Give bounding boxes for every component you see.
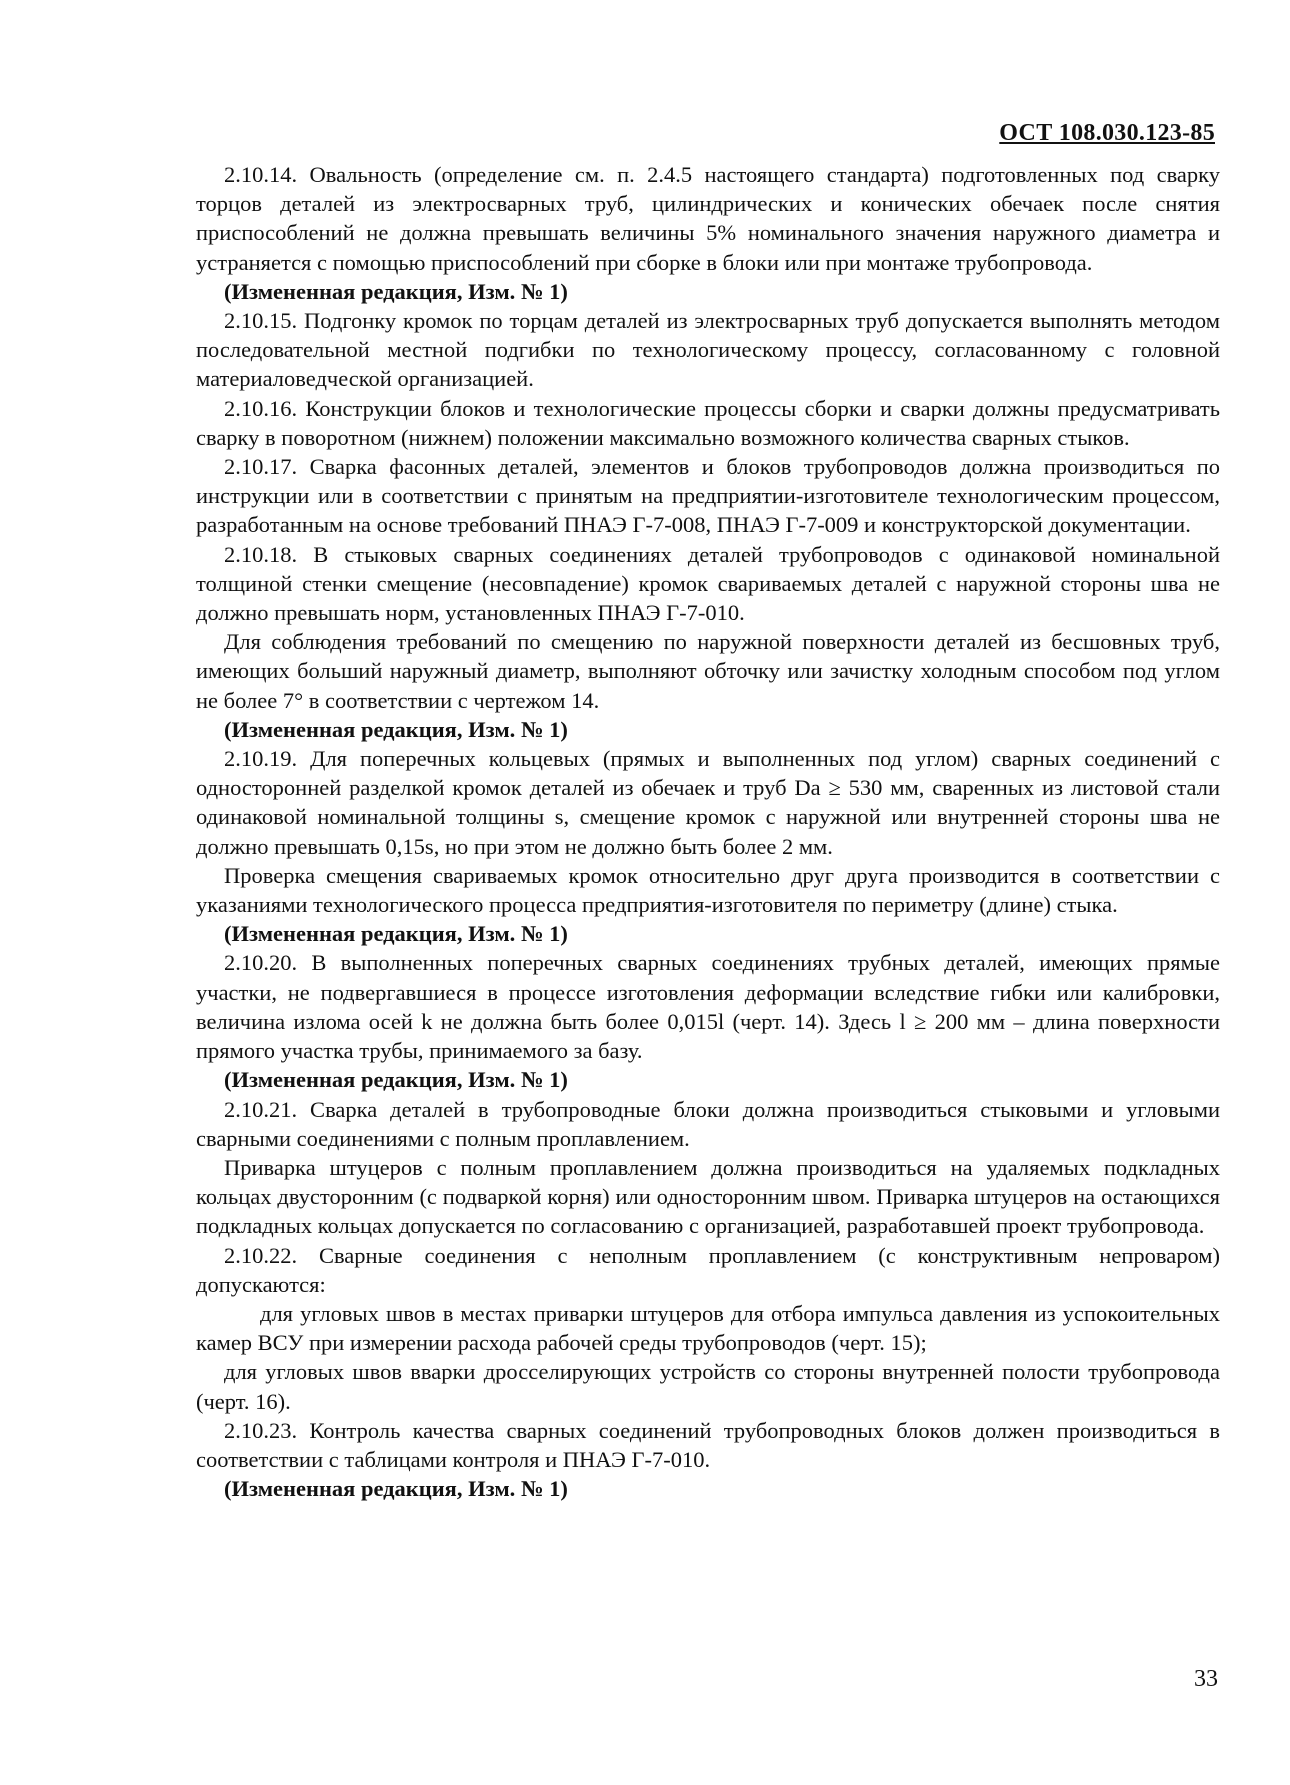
paragraph-2-10-22-item-1: для угловых швов в местах приварки штуцеров для отбора импульса давления из успокоительных камер ВСУ при измерении расхода рабочей среды трубопроводов (черт. 15);	[196, 1300, 1220, 1356]
paragraph-2-10-20: 2.10.20. В выполненных поперечных сварных соединениях трубных деталей, имеющих прямые участки, не подвергавшиеся в процессе изготовления деформации вследствие гибки или калибровки, величина излома осей k не должна быть более 0,015l (черт. 14). Здесь l ≥ 200 мм – длина поверхности прямого участка трубы, принимаемого за базу.	[196, 950, 1220, 1064]
paragraph-2-10-16: 2.10.16. Конструкции блоков и технологические процессы сборки и сварки должны предусматривать сварку в поворотном (нижнем) положении максимально возможного количества сварных стыков.	[196, 395, 1220, 450]
document-code-header: ОСТ 108.030.123-85	[999, 120, 1215, 146]
paragraph-2-10-15: 2.10.15. Подгонку кромок по торцам деталей из электросварных труб допускается выполнять методом последовательной местной подгибки по технологическому процессу, согласованному с головной материаловедческой организацией.	[196, 308, 1220, 392]
paragraph-2-10-19: 2.10.19. Для поперечных кольцевых (прямых и выполненных под углом) сварных соединений с односторонней разделкой кромок деталей из обечаек и труб Da ≥ 530 мм, сваренных из листовой стали одинаковой номинальной толщины s, смещение кромок с наружной или внутренней стороны шва не должно превышать 0,15s, но при этом не должно быть более 2 мм.	[196, 746, 1220, 859]
page-number: 33	[1194, 1666, 1218, 1692]
amendment-note: (Измененная редакция, Изм. № 1)	[224, 921, 568, 947]
paragraph-2-10-18-continuation: Для соблюдения требований по смещению по наружной поверхности деталей из бесшовных труб, имеющих больший наружный диаметр, выполняют обточку или зачистку холодным способом под углом не более 7° в соответствии с чертежом 14.	[196, 629, 1220, 713]
amendment-note: (Измененная редакция, Изм. № 1)	[224, 716, 568, 742]
document-body	[196, 160, 1220, 1503]
amendment-note: (Измененная редакция, Изм. № 1)	[224, 278, 568, 304]
paragraph-2-10-22: 2.10.22. Сварные соединения с неполным проплавлением (с конструктивным непроваром) допускаются:	[196, 1242, 1220, 1297]
paragraph-2-10-19-continuation: Проверка смещения свариваемых кромок относительно друг друга производится в соответствии с указаниями технологического процесса предприятия-изготовителя по периметру (длине) стыка.	[196, 862, 1220, 918]
paragraph-2-10-14: 2.10.14. Овальность (определение см. п. 2.4.5 настоящего стандарта) подготовленных под сварку торцов деталей из электросварных труб, цилиндрических и конических обечаек после снятия приспособлений не должна превышать величины 5% номинального значения наружного диаметра и устраняется с помощью приспособлений при сборке в блоки или при монтаже трубопровода.	[196, 162, 1220, 275]
paragraph-2-10-21-continuation: Приварка штуцеров с полным проплавлением должна производиться на удаляемых подкладных кольцах двусторонним (с подваркой корня) или односторонним швом. Приварка штуцеров на остающихся подкладных кольцах допускается по согласованию с организацией, разработавшей проект трубопровода.	[196, 1154, 1220, 1239]
amendment-note: (Измененная редакция, Изм. № 1)	[224, 1476, 568, 1502]
paragraph-2-10-21: 2.10.21. Сварка деталей в трубопроводные блоки должна производиться стыковыми и угловыми сварными соединениями с полным проплавлением.	[196, 1096, 1220, 1151]
paragraph-2-10-18: 2.10.18. В стыковых сварных соединениях деталей трубопроводов с одинаковой номинальной толщиной стенки смещение (несовпадение) кромок свариваемых деталей с наружной стороны шва не должно превышать норм, установленных ПНАЭ Г-7-010.	[196, 541, 1220, 626]
paragraph-2-10-23: 2.10.23. Контроль качества сварных соединений трубопроводных блоков должен производиться в соответствии с таблицами контроля и ПНАЭ Г-7-010.	[196, 1417, 1220, 1472]
amendment-note: (Измененная редакция, Изм. № 1)	[224, 1067, 568, 1093]
paragraph-2-10-22-item-2: для угловых швов вварки дросселирующих устройств со стороны внутренней полости трубопровода (черт. 16).	[196, 1359, 1220, 1414]
paragraph-2-10-17: 2.10.17. Сварка фасонных деталей, элементов и блоков трубопроводов должна производиться по инструкции или в соответствии с принятым на предприятии-изготовителе технологическим процессом, разработанным на основе требований ПНАЭ Г-7-008, ПНАЭ Г-7-009 и конструкторской документации.	[196, 454, 1220, 538]
